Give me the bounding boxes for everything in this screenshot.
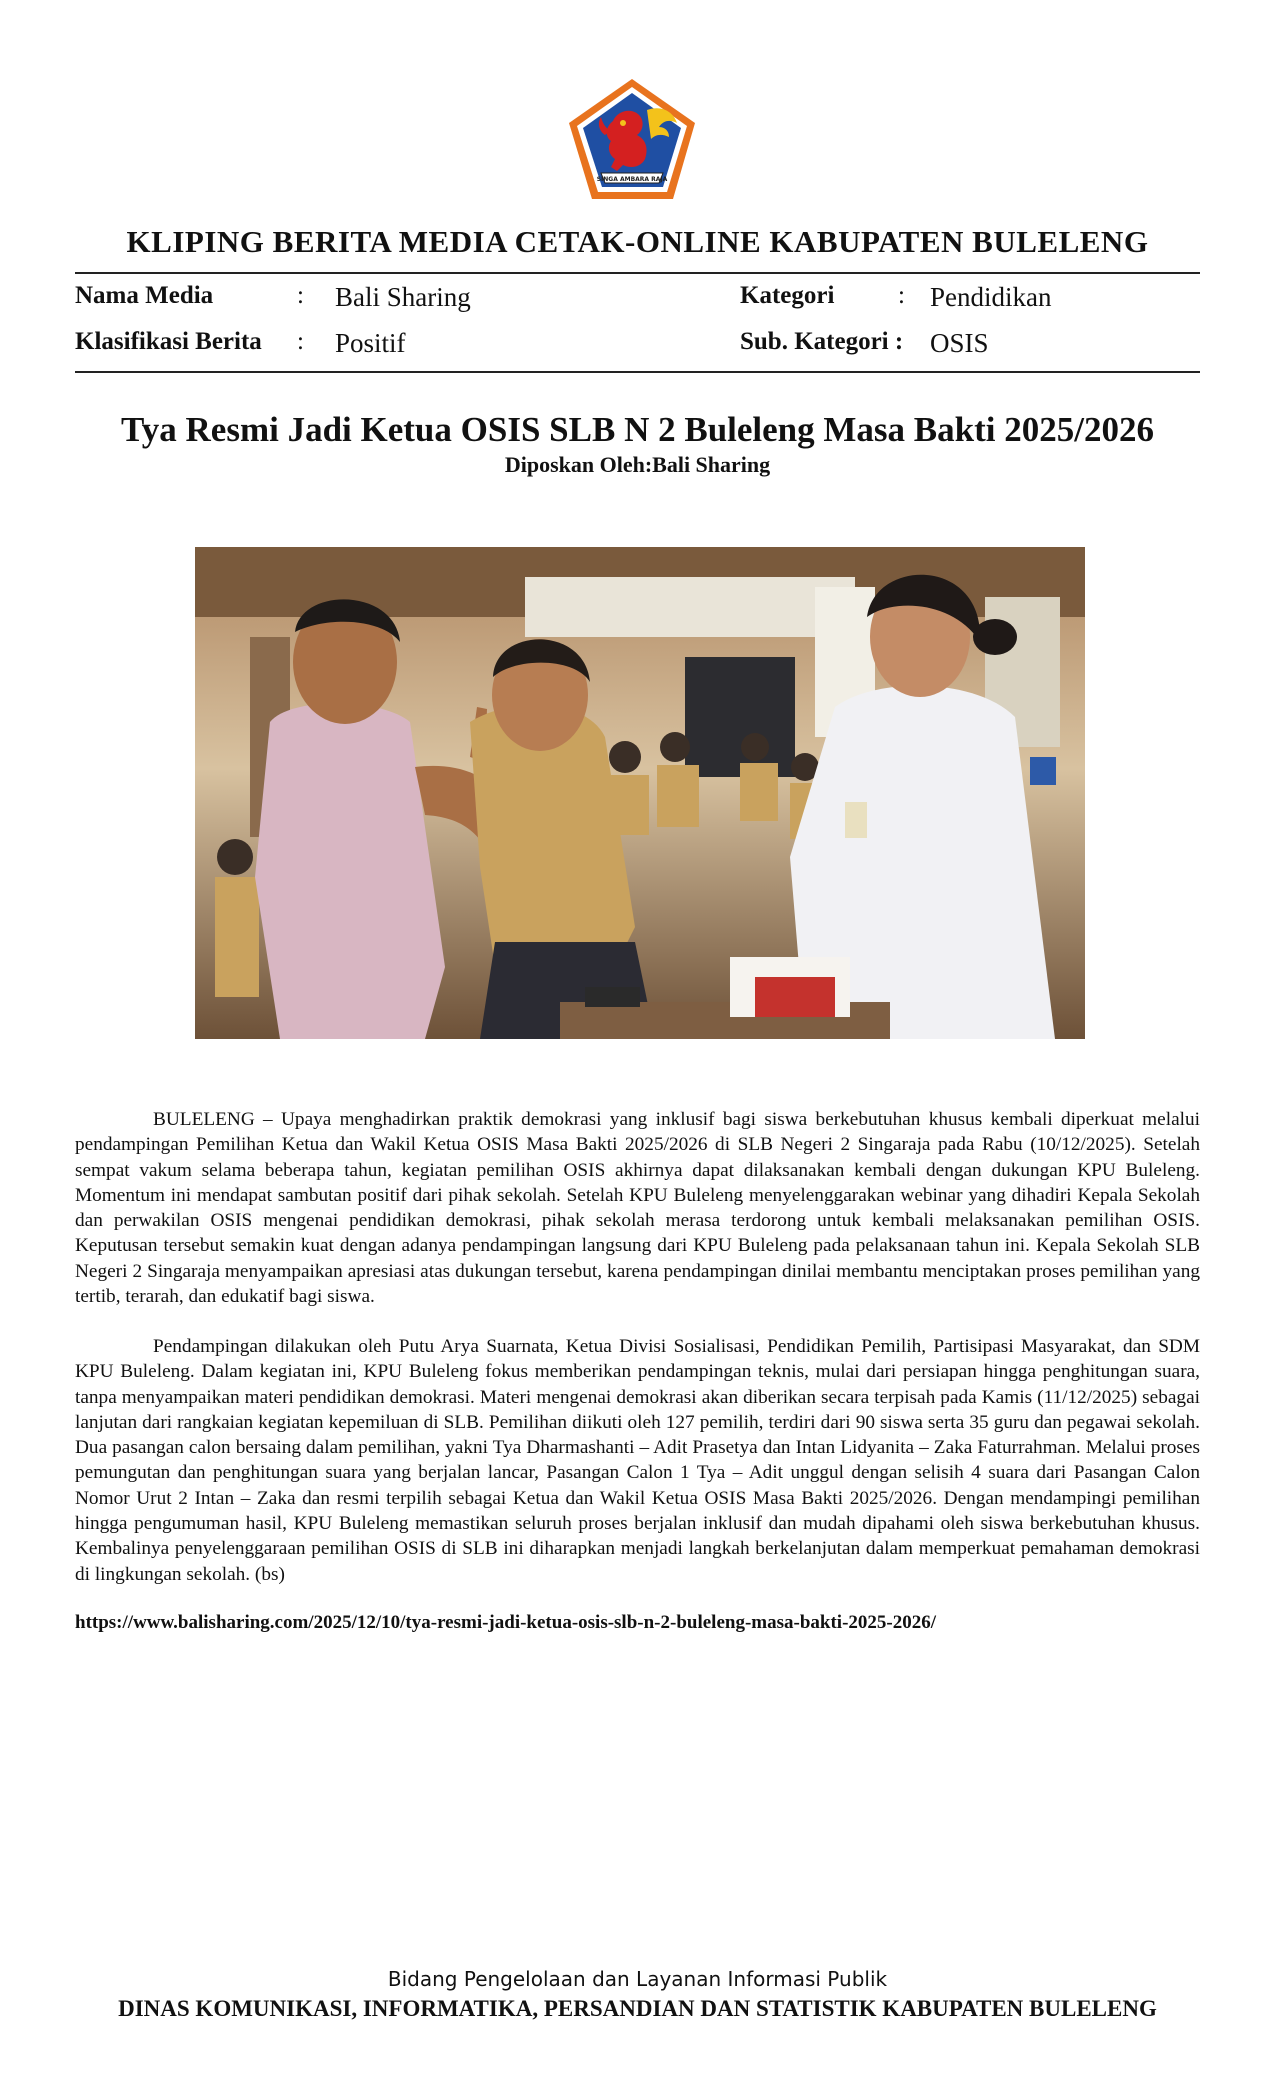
footer-agency-name: DINAS KOMUNIKASI, INFORMATIKA, PERSANDIAN DAN STATISTIK KABUPATEN BULELENG (118, 1996, 1157, 2021)
emblem-graphic (565, 75, 700, 203)
article-photo (195, 547, 1085, 1039)
source-link[interactable]: https://www.balisharing.com/2025/12/10/tya-resmi-jadi-ketua-osis-slb-n-2-buleleng-masa-bakti-2025-2026/ (75, 1612, 937, 1633)
category-value: Pendidikan (930, 282, 1052, 312)
header-divider-top (75, 272, 1200, 274)
media-name-colon: : (297, 282, 304, 309)
article-title: Tya Resmi Jadi Ketua OSIS SLB N 2 Buleleng Masa Bakti 2025/2026 (121, 410, 1154, 449)
meta-row-media (75, 282, 1200, 318)
article-paragraph: BULELENG – Upaya menghadirkan praktik demokrasi yang inklusif bagi siswa berkebutuhan khusus kembali diperkuat melalui pendampingan Pemilihan Ketua dan Wakil Ketua OSIS Masa Bakti 2025/2026 di SLB Negeri 2 Singaraja pada Rabu (10/12/2025). Setelah sempat vakum selama beberapa tahun, kegiatan pemilihan OSIS akhirnya dapat dilaksanakan kembali dengan dukungan KPU Buleleng. Momentum ini mendapat sambutan positif dari pihak sekolah. Setelah KPU Buleleng menyelenggarakan webinar yang dihadiri Kepala Sekolah dan perwakilan OSIS mengenai pendidikan demokrasi, pihak sekolah merasa terdorong untuk kembali melaksanakan pemilihan OSIS. Keputusan tersebut semakin kuat dengan adanya pendampingan langsung dari KPU Buleleng pada pelaksanaan tahun ini. Kepala Sekolah SLB Negeri 2 Singaraja menyampaikan apresiasi atas dukungan tersebut, karena pendampingan dinilai membantu menciptakan proses pemilihan yang tertib, terarah, dan edukatif bagi siswa. (75, 1109, 1200, 1308)
media-name-value: Bali Sharing (335, 282, 471, 312)
emblem-motto: SINGA AMBARA RAJA (596, 176, 668, 183)
article-photo-illustration (195, 547, 1085, 1039)
article-paragraph: Pendampingan dilakukan oleh Putu Arya Suarnata, Ketua Divisi Sosialisasi, Pendidikan Pemilih, Partisipasi Masyarakat, dan SDM KPU Buleleng. Dalam kegiatan ini, KPU Buleleng fokus memberikan pendampingan teknis, mulai dari persiapan hingga penghitungan suara, tanpa menyampaikan materi pendidikan demokrasi. Materi mengenai demokrasi akan diberikan secara terpisah pada Kamis (11/12/2025) sebagai lanjutan dari rangkaian kegiatan kepemiluan di SLB. Pemilihan diikuti oleh 127 pemilih, terdiri dari 90 siswa serta 35 guru dan pegawai sekolah. Dua pasangan calon bersaing dalam pemilihan, yakni Tya Dharmashanti – Adit Prasetya dan Intan Lidyanita – Zaka Faturrahman. Melalui proses pemungutan dan penghitungan suara yang berjalan lancar, Pasangan Calon 1 Tya – Adit unggul dengan selisih 4 suara dari Pasangan Calon Nomor Urut 2 Intan – Zaka dan resmi terpilih sebagai Ketua dan Wakil Ketua OSIS Masa Bakti 2025/2026. Dengan mendampingi pemilihan hingga pengumuman hasil, KPU Buleleng memastikan seluruh proses berjalan inklusif dan mudah dipahami oleh siswa berkebutuhan khusus. Kembalinya penyelenggaraan pemilihan OSIS di SLB ini diharapkan menjadi langkah berkelanjutan dalam memperkuat pemahaman demokrasi di lingkungan sekolah. (bs) (75, 1336, 1200, 1585)
category-label: Kategori (740, 282, 835, 309)
meta-row-classification (75, 328, 1200, 364)
clipping-header-title: KLIPING BERITA MEDIA CETAK-ONLINE KABUPATEN BULELENG (126, 224, 1149, 259)
subcategory-value: OSIS (930, 328, 989, 358)
header-divider-bottom (75, 371, 1200, 373)
category-colon: : (898, 282, 905, 309)
subcategory-label: Sub. Kategori : (740, 328, 904, 355)
singa-ambara-raja-emblem-icon (565, 75, 700, 203)
classification-colon: : (297, 328, 304, 355)
footer-office-name: Bidang Pengelolaan dan Layanan Informasi Publik (387, 1967, 888, 1991)
media-name-label: Nama Media (75, 282, 214, 309)
classification-label: Klasifikasi Berita (75, 328, 262, 355)
classification-value: Positif (335, 328, 406, 358)
article-byline: Diposkan Oleh:Bali Sharing (504, 452, 771, 477)
